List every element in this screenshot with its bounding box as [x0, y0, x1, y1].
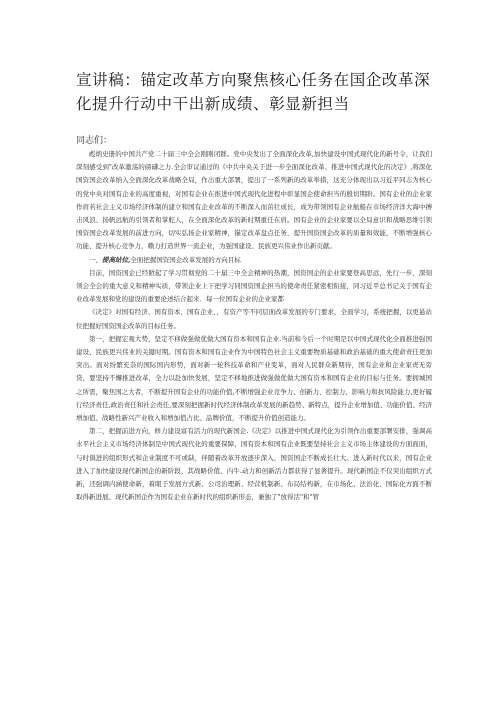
- document-title: 宣讲稿：锚定改革方向聚焦核心任务在国企改革深化提升行动中干出新成绩、彰显新担当: [76, 71, 431, 113]
- paragraph: 《决定》对国有经济、国有资本、国有企业、，有资产等不同层面改革发展的专门要求，全面学习，系统把握，以更悬站位把握好国资国企改革的目标任务。: [76, 308, 432, 330]
- section-heading-prefix: 一、: [89, 255, 102, 264]
- paragraph: 第一，把握宏观大势，坚定不移做强做优做大国有资本和国有企业.当前和今后一个时期是以中国式现代化全面推进强国建设、民族更兴伟业的关键时期。国有资本和国有企业作为中国特色社会主义重要物质基础和政治基础的重大使命责任更加突出。面对纷繁充杂的国际国内形势，面对新一轮科技革命和产业变革，面对人民群众新期待，国有企业和企业家责无旁贷，要坚持不懈推进改革，全力以赴加快发展，坚定不移地推进做强做优做大国有资本和国有企业的目标与任务。要拥城国之所需，聚焦国之大者，不断提升国有企业的功能价值,不断增强企业竞争力、创新力、控制力、影响力和抗风险能力,更好履行经济责任,政治责任和社会责任,要深刻把握新时代经济体制改革发展的新趋势、新特点，提升企业增加值、功能价值、经济增加值、战略性新兴产业收入和增加值占比、品牌价值，不断提升价值创造能力。: [76, 334, 432, 423]
- document-body: [76, 148, 432, 504]
- section-heading: [76, 254, 432, 267]
- paragraph: 目前，国资国企已经掀起了学习贯彻党的二十届三中全会精神的热潮，国资国企的企业家要登高思远，先行一步，深刻领会全会的重大意义和精神实质，带领企业上下把学习同国资国企担当的使命责任紧密相衔接，同习近平总书记关于国有企业改革发展和党的建设的重要论述结合起来．每一位国有企业的企业家都: [76, 268, 432, 304]
- section-heading-emphasis: 提高站位,: [102, 255, 131, 264]
- section-heading-text: 全面把握国资国企改革发展的方向目标: [130, 255, 241, 264]
- salutation: 同志们：: [76, 136, 113, 146]
- paragraph: 彪炳史册的中国共产党二十届三中全会刚刚闭群。党中央发出了全面深化改革,加快建设中国式现代化的新号令，让我们深刻感受到"改革激荡的磅礴之力.全会审议通过的《中共中央关于进一步全面深化改革、推进中国式现代化的决定》,将深化国资国企改革纳入全面深化改革战略全局，作出重大部署，提出了一系列新的改革举措，这充分体现出以习近平同志为核心的党中央对国有企业的高度重视，对国有企业在推进中国式现代化进程中彰显国企使命担当的殷切期盼。国有企业的企业家作肩若社会主义市场经济体制的建立和国有企业改革的不断深入而茁壮成长，成为带领国有企业航船在市场经济洋大海中搏击风浪、扬帆远航的引领者和掌舵人，在全面深化改革的新时期重任在肩。国有企业的企业家要以全局意识和战略思维引领国资国企改革发展的前进方向，切实弘扬企业家精神，锚定改革盘点任务，提升国资国企改革的质量和效能，不断增强核心功能、提升核心竞争力，赖力打造世界一流企业，为强国建设、民族更兴伟业作出新贡献。: [76, 150, 432, 251]
- paragraph: 第二，把握前进方向，修力建设富有活力的现代新国企.《决定》以推进中国式现代化为引领作出重要部署安排，强调高水平社会主义市场经济体制是中国式现代化的重要保障，国有资本和国有企业既要坚持社会主义市场主体建设的方面面面，与时俱进的组织形式和企业制度不可或缺，伴随着改革开放逐步深入，国资国企不断成长壮大。进入新时代以来，国有企业进入了加快建设现代新国企的新阶段，其战略价值、内牛.动力和创新活力都获得了显著提升。现代新国企不仅突出组织方式新，还强调内涵使命新，着眼于发展方式新、公司治理新、经营机制新、布局结构新，在市场化、法治化、国际化方面不断取得新进展。现代新国企作为国有企业在新时代的组织新形态，兼独了"放得活"和"管: [76, 427, 432, 502]
